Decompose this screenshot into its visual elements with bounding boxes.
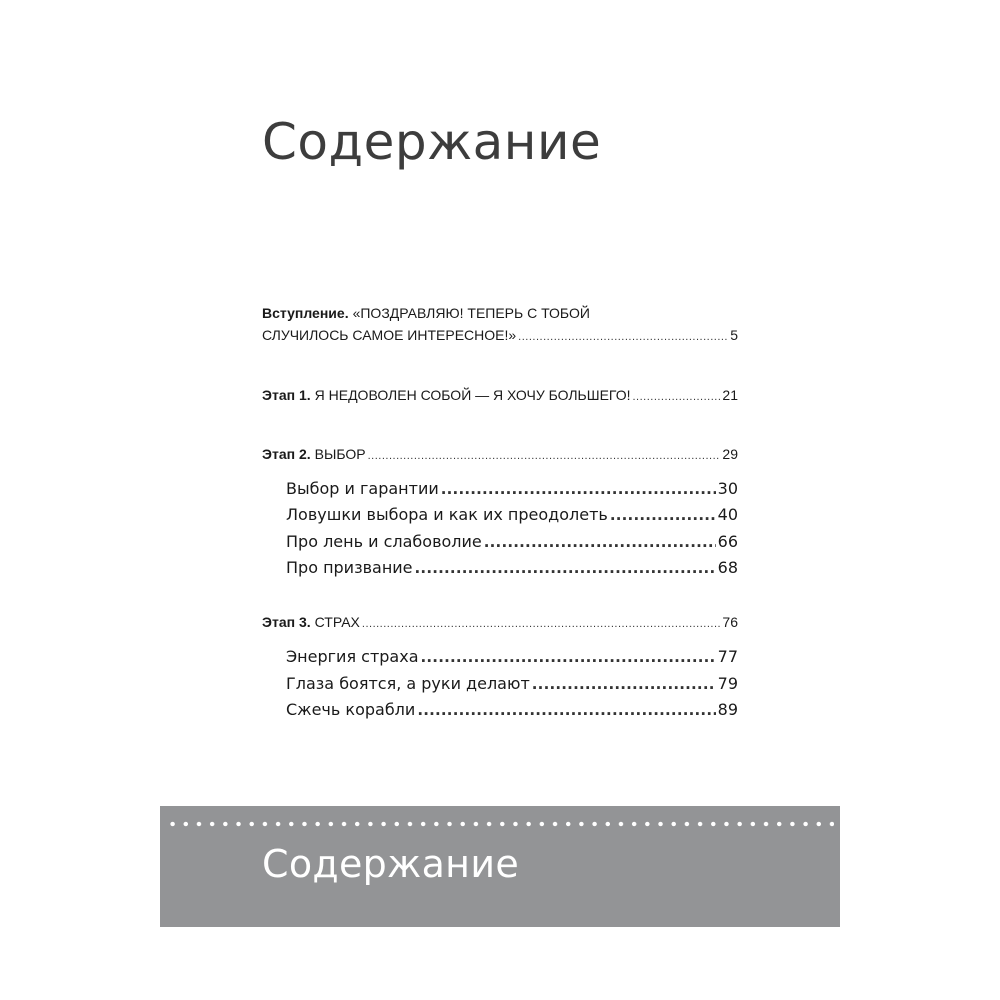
toc-stage1-page: 21	[722, 387, 738, 403]
toc-leader-dots	[484, 532, 716, 552]
toc-intro-label: Вступление.	[262, 305, 349, 321]
toc-leader-dots	[368, 447, 721, 465]
page-title: Содержание	[262, 113, 602, 171]
dotted-rule	[166, 820, 834, 828]
toc-item-title: Выбор и гарантии	[286, 479, 439, 498]
toc-stage2-item[interactable]	[286, 479, 738, 499]
toc-leader-dots	[632, 388, 720, 406]
toc-stage3[interactable]	[262, 613, 738, 633]
toc-stage2-item[interactable]	[286, 505, 738, 525]
toc-item-title: Про лень и слабоволие	[286, 532, 482, 551]
toc-intro-title-line2: СЛУЧИЛОСЬ САМОЕ ИНТЕРЕСНОЕ!»	[262, 327, 517, 343]
toc-item-title: Энергия страха	[286, 647, 419, 666]
toc-leader-dots	[532, 674, 716, 694]
toc-item-page: 79	[717, 674, 738, 693]
banner-title: Содержание	[262, 842, 519, 886]
toc-stage2-title: ВЫБОР	[314, 446, 366, 462]
toc-stage1[interactable]	[262, 386, 738, 406]
toc-item-page: 40	[717, 505, 738, 524]
toc-item-page: 89	[717, 700, 738, 719]
toc-stage3-item[interactable]	[286, 674, 738, 694]
toc-leader-dots	[421, 647, 716, 667]
toc-stage1-title: Я НЕДОВОЛЕН СОБОЙ — Я ХОЧУ БОЛЬШЕГО!	[314, 387, 631, 403]
toc-item-title: Глаза боятся, а руки делают	[286, 674, 530, 693]
toc-stage3-label: Этап 3.	[262, 614, 311, 630]
toc-intro-page: 5	[730, 327, 738, 343]
toc-stage3-item[interactable]	[286, 700, 738, 720]
toc-leader-dots	[417, 700, 715, 720]
toc-stage2-item[interactable]	[286, 532, 738, 552]
toc-leader-dots	[362, 615, 721, 633]
toc-stage3-page: 76	[722, 614, 738, 630]
toc-stage3-item[interactable]	[286, 647, 738, 667]
toc-item-page: 66	[717, 532, 738, 551]
toc-stage2-page: 29	[722, 446, 738, 462]
toc-item-title: Ловушки выбора и как их преодолеть	[286, 505, 608, 524]
toc-item-page: 30	[717, 479, 738, 498]
toc-stage2-label: Этап 2.	[262, 446, 311, 462]
toc-intro-title-line1: «ПОЗДРАВЛЯЮ! ТЕПЕРЬ С ТОБОЙ	[352, 305, 590, 321]
section-banner	[160, 806, 840, 927]
toc-stage2[interactable]	[262, 445, 738, 465]
toc-leader-dots	[415, 558, 716, 578]
toc-item-title: Сжечь корабли	[286, 700, 416, 719]
toc-stage1-label: Этап 1.	[262, 387, 311, 403]
toc-stage2-item[interactable]	[286, 558, 738, 578]
toc-intro-line2[interactable]	[262, 326, 738, 346]
toc-stage3-title: СТРАХ	[314, 614, 360, 630]
toc-item-title: Про призвание	[286, 558, 413, 577]
toc-item-page: 68	[717, 558, 738, 577]
toc-leader-dots	[441, 479, 716, 499]
toc-intro-line1	[262, 304, 590, 322]
toc-leader-dots	[518, 328, 728, 346]
toc-leader-dots	[610, 505, 716, 525]
toc-item-page: 77	[717, 647, 738, 666]
